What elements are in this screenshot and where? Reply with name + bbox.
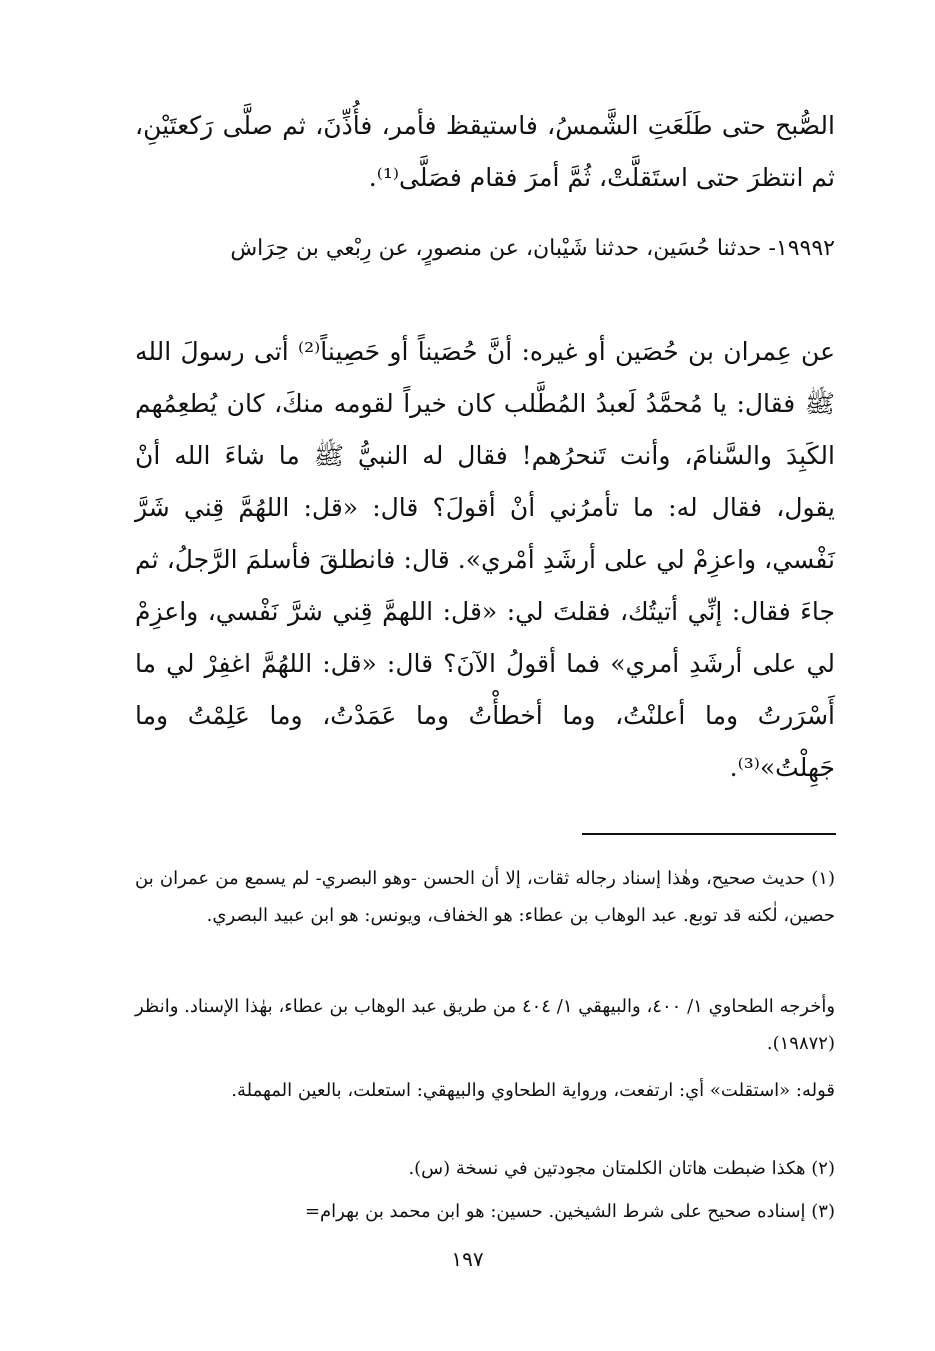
hadith-text-paragraph: عن عِمران بن حُصَين أو غيره: أنَّ حُصَيناً أو حَصِيناً⁽²⁾ أتى رسولَ الله ﷺ فقال: يا مُحمَّدُ لَعبدُ المُطَّلب كان خيراً لقومه منكَ، كان يُطعِمُهم الكَبِدَ والسَّنامَ، وأنت تَنحرُهم! فقال له النبيُّ ﷺ ما شاءَ الله أنْ يقول، فقال له: ما تأمرُني أنْ أقولَ؟ قال: «قل: اللهُمَّ قِني شَرَّ نَفْسي، واعزِمْ لي على أرشَدِ أمْري». قال: فانطلقَ فأسلمَ الرَّجلُ، ثم جاءَ فقال: إنِّي أتيتُك، فقلتَ لي: «قل: اللهمَّ قِني شرَّ نَفْسي، واعزِمْ لي على أرشَدِ أمري» فما أقولُ الآنَ؟ قال: «قل: اللهُمَّ اغفِرْ لي ما أَسْرَرتُ وما أعلنْتُ، وما أخطأْتُ وما عَمَدْتُ، وما عَلِمْتُ وما جَهِلْتُ»⁽³⁾. [135, 337, 835, 782]
page-number: ١٩٧ [451, 1247, 484, 1271]
hadith-continuation-paragraph: الصُّبح حتى طَلَعَتِ الشَّمسُ، فاستيقظ فأمر، فأُذِّنَ، ثم صلَّى رَكعتَيْنِ، ثم انتظرَ حتى استَقلَّتْ، ثُمَّ أمرَ فقام فصَلَّى⁽¹⁾. [135, 111, 835, 192]
hadith-isnad-paragraph: ١٩٩٩٢- حدثنا حُسَين، حدثنا شَيْبان، عن منصورٍ، عن رِبْعي بن حِرَاش [230, 236, 835, 261]
footnote-1: (١) حديث صحيح، وهٰذا إسناد رجاله ثقات، إلا أن الحسن -وهو البصري- لم يسمع من عمران بن حصين، لٰكنه قد توبع. عبد الوهاب بن عطاء: هو الخفاف، ويونس: هو ابن عبيد البصري. [135, 868, 835, 926]
footnote-3: (٣) إسناده صحيح على شرط الشيخين. حسين: هو ابن محمد بن بهرام= [304, 1201, 835, 1222]
footnote-1-note: قوله: «استقلت» أي: ارتفعت، ورواية الطحاوي والبيهقي: استعلت، بالعين المهملة. [231, 1080, 835, 1101]
footnote-2: (٢) هكذا ضبطت هاتان الكلمتان مجودتين في نسخة (س). [408, 1158, 835, 1179]
footnote-1-continuation: وأخرجه الطحاوي ١/ ٤٠٠، والبيهقي ١/ ٤٠٤ من طريق عبد الوهاب بن عطاء، بهٰذا الإسناد. وانظر (١٩٨٧٢). [135, 996, 836, 1054]
footnote-separator [582, 833, 836, 835]
